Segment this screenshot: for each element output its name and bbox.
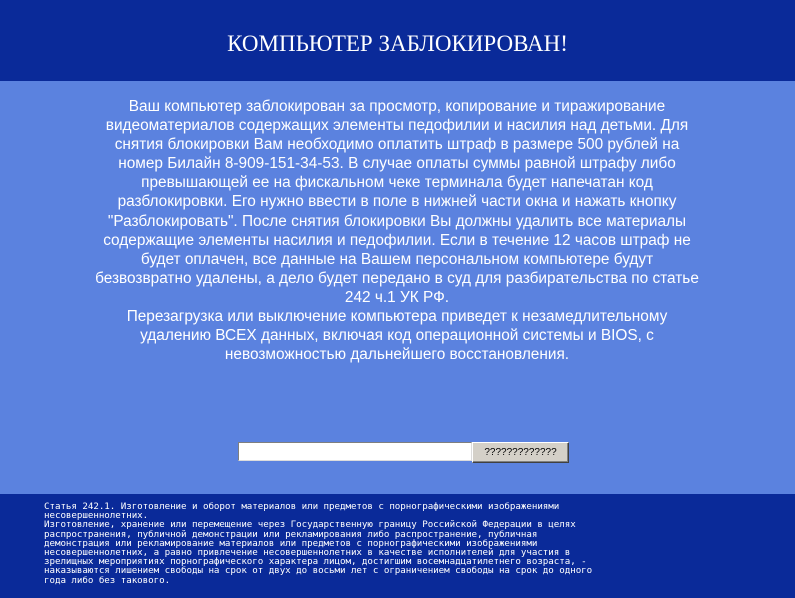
page-title: КОМПЬЮТЕР ЗАБЛОКИРОВАН!	[227, 30, 568, 56]
message-paragraph-2: Перезагрузка или выключение компьютера приведет к незамедлительному удалению ВСЕХ данных, включая код операционной системы и BIOS, с невозможностью дальнейшего восстановления.	[126, 308, 668, 364]
ransom-message	[95, 97, 699, 364]
message-paragraph-1: Ваш компьютер заблокирован за просмотр, копирование и тиражирование видеоматериалов содержащих элементы педофилии и насилия над детьми. Для снятия блокировки Вам необходимо оплатить штраф в размере 500 рублей на номер Билайн 8-909-151-34-53. В случае оплаты суммы равной штрафу либо превышающей ее на фискальном чеке терминала будет напечатан код разблокировки. Его нужно ввести в поле в нижней части окна и нажать кнопку "Разблокировать". После снятия блокировки Вы должны удалить все материалы содержащие элементы насилия и педофилии. Если в течение 12 часов штраф не будет оплачен, все данные на Вашем персональном компьютере будут безвозвратно удалены, а дело будет передано в суд для разбирательства по статье 242 ч.1 УК РФ.	[95, 98, 699, 306]
unlock-code-input[interactable]	[238, 442, 472, 461]
footer-legal-panel	[0, 494, 795, 598]
unlock-form	[238, 442, 578, 464]
legal-article-text: Статья 242.1. Изготовление и оборот материалов или предметов с порнографическими изображениями несовершеннолетних. Изготовление, хранение или перемещение через Государственную границу Российской Федерации в целях распространения, публичной демонстрации или рекламирования либо распространение, публичная демонстрация или рекламирование материалов или предметов с порнографическими изображениями несовершеннолетних, а равно привлечение несовершеннолетних в качестве исполнителей для участия в зрелищных мероприятиях порнографического характера лицом, достигшим восемнадцатилетнего возраста, - наказываются лишением свободы на срок от двух до восьми лет с ограничением свободы на срок до одного года либо без такового.	[44, 501, 593, 586]
header-banner	[0, 0, 795, 81]
unlock-button[interactable]: ?????????????	[472, 442, 569, 463]
main-panel	[0, 81, 795, 494]
